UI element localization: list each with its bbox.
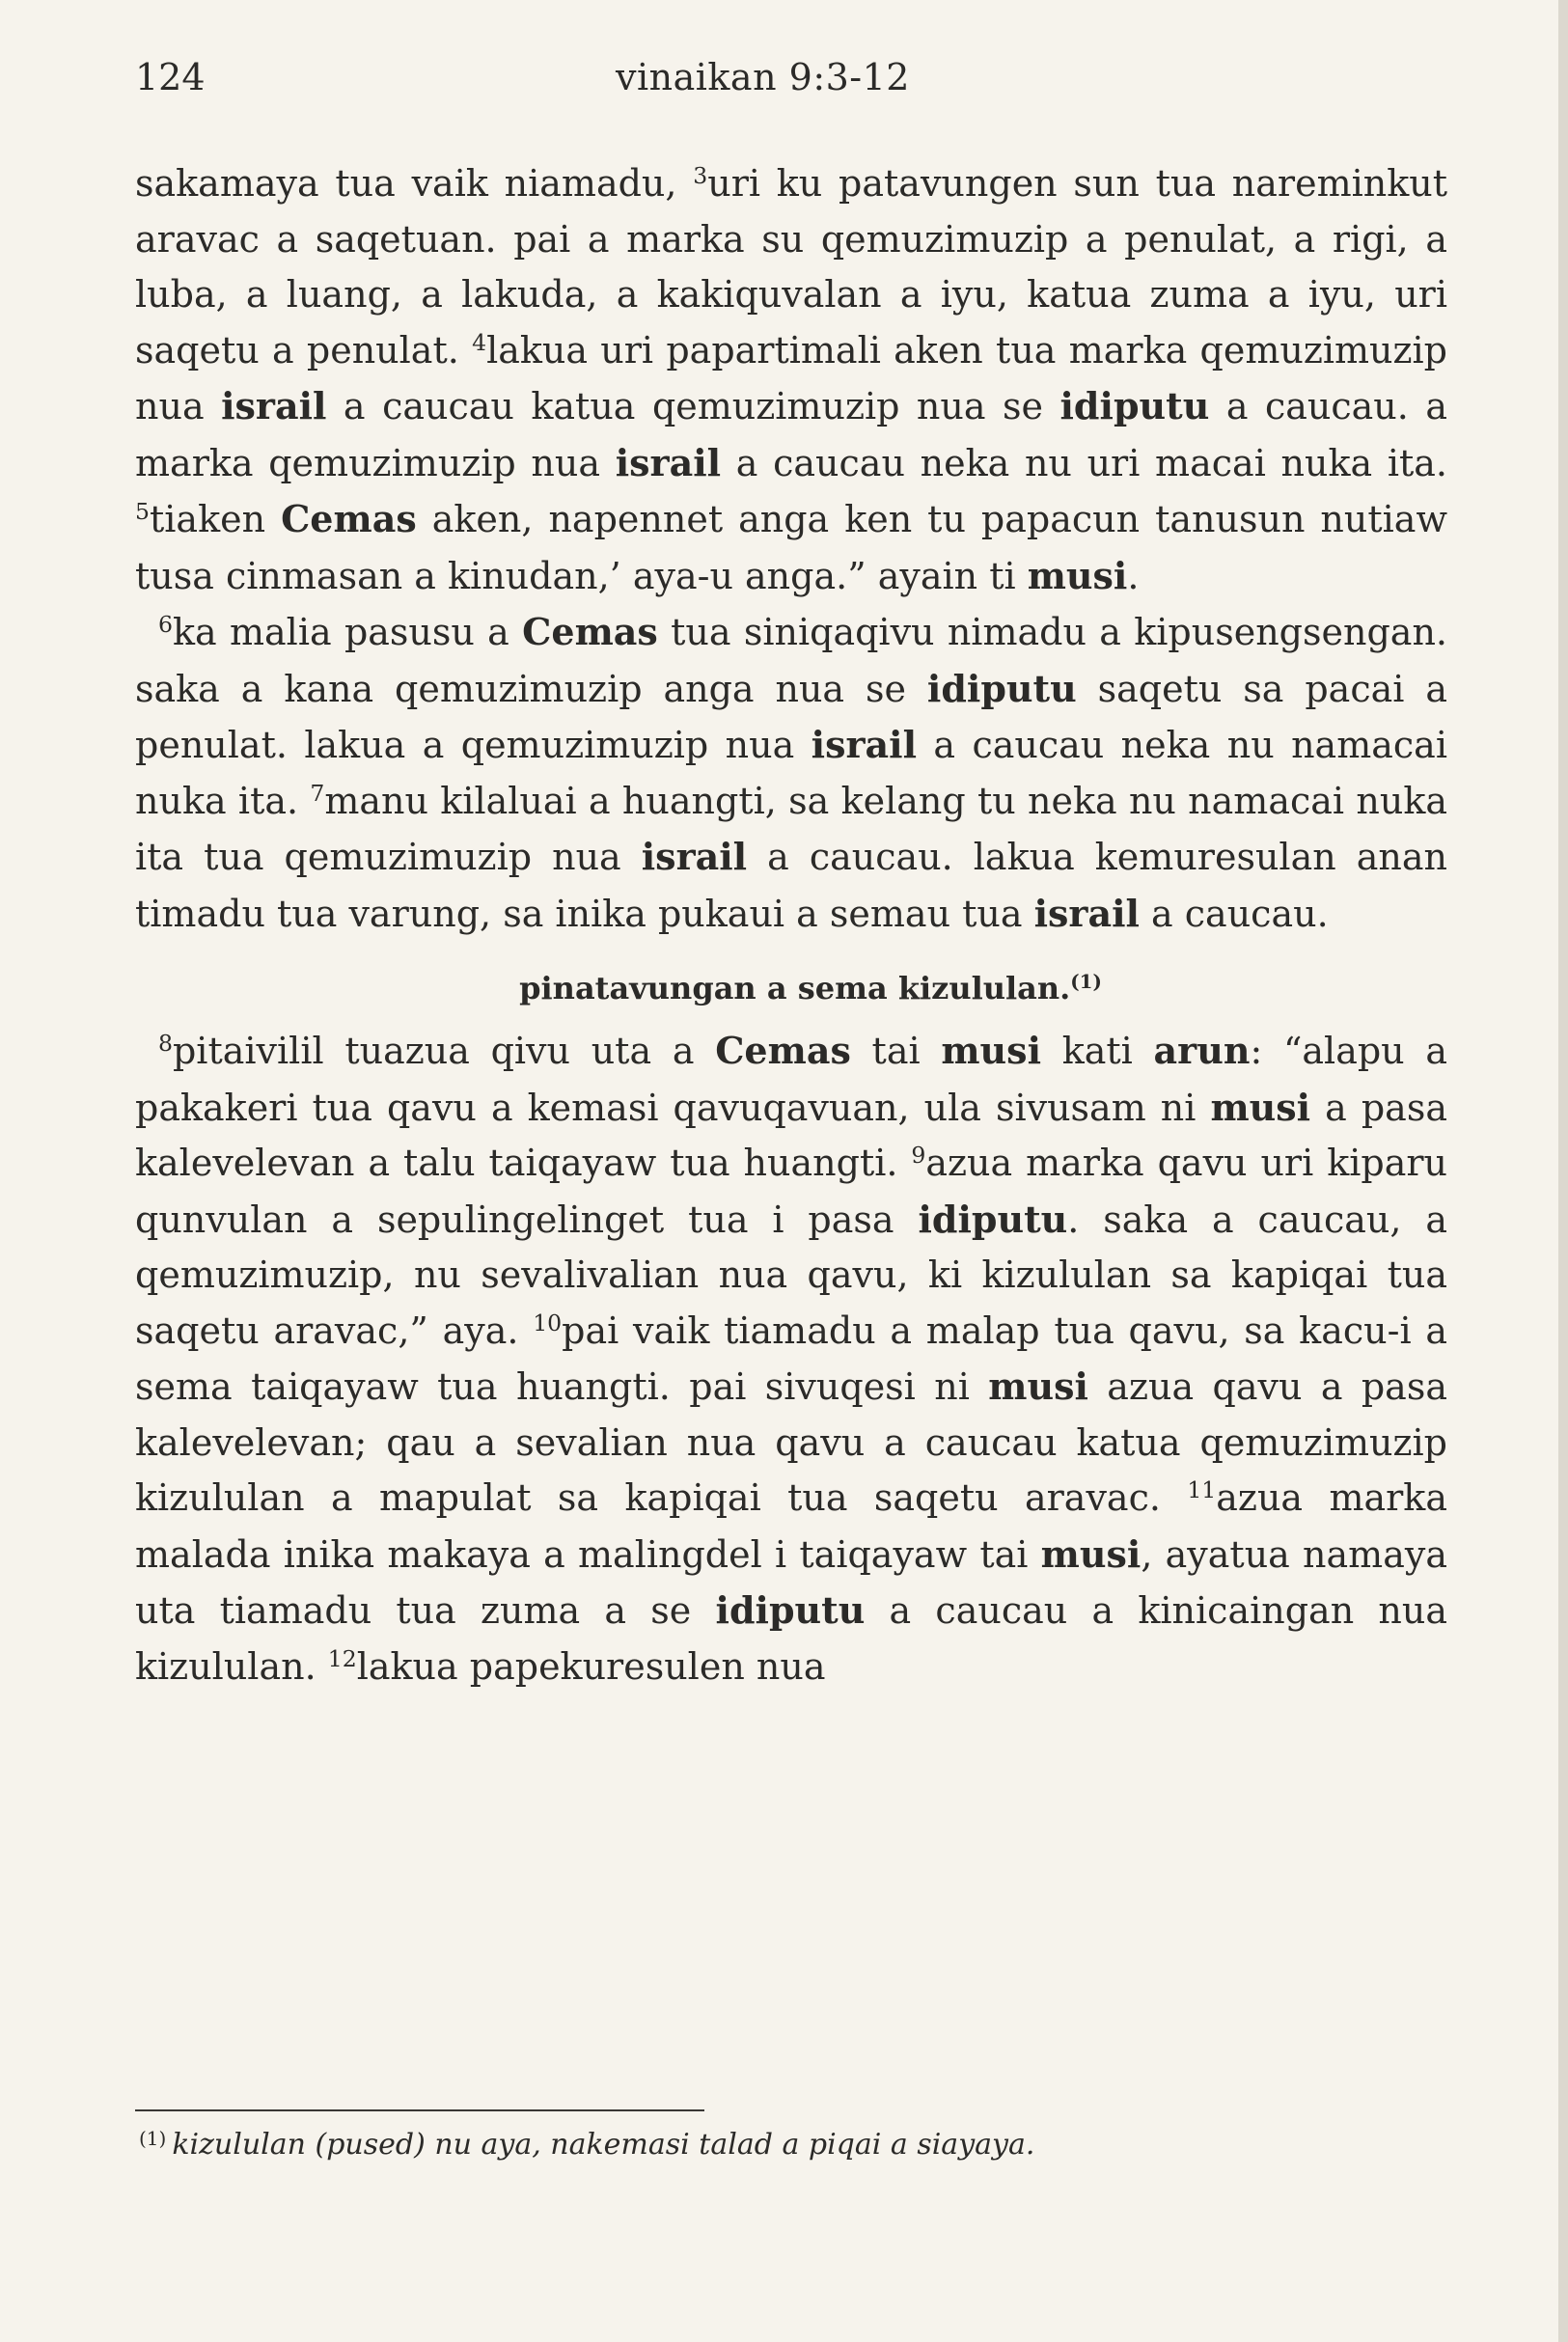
- bold-term: Cemas: [715, 1029, 851, 1072]
- verse-number: 12: [327, 1644, 357, 1672]
- text-run: a caucau neka nu uri macai nuka ita.: [721, 441, 1448, 484]
- text-run: tai: [850, 1030, 942, 1072]
- verse-number: 5: [135, 498, 150, 526]
- footnote-text: kizululan (pused) nu aya, nakemasi talad a piqai a siayaya.: [172, 2128, 1035, 2162]
- text-run: sakamaya tua vaik niamadu,: [135, 162, 694, 205]
- text-run: lakua uri papartimali aken tua marka qemuzimuzip nua: [135, 328, 1447, 427]
- text-run: kati: [1041, 1030, 1154, 1072]
- text-run: . saka a caucau, a qemuzimuzip, nu sevalivalian nua qavu, ki kizululan sa kapiqai tua saqetu aravac,” aya.: [135, 1198, 1448, 1352]
- page-header: [135, 56, 1447, 114]
- text-run: azua marka malada inika makaya a malingdel i taiqayaw tai: [135, 1476, 1447, 1576]
- section-heading: [135, 959, 1447, 1017]
- bold-term: Cemas: [281, 497, 417, 540]
- bold-term: idiputu: [918, 1197, 1068, 1241]
- section-heading-text: pinatavungan a sema kizululan.: [519, 970, 1071, 1006]
- bold-term: arun: [1153, 1029, 1251, 1072]
- footnote: [135, 2119, 1447, 2164]
- text-run: azua qavu a pasa kalevelevan; qau a sevalian nua qavu a caucau katua qemuzimuzip kizululan a mapulat sa kapiqai tua saqetu aravac.: [135, 1365, 1447, 1519]
- text-run: a pasa kalevelevan a talu taiqayaw tua huangti.: [135, 1086, 1447, 1184]
- verse-number: 6: [158, 611, 173, 639]
- paragraphs-after-heading: [135, 1023, 1447, 1695]
- bold-term: Cemas: [522, 610, 658, 653]
- text-run: : “alapu a pakakeri tua qavu a kemasi qavuqavuan, ula sivusam ni: [135, 1030, 1448, 1129]
- footnote-rule: [135, 2109, 704, 2111]
- footnote-reference[interactable]: (1): [1070, 970, 1102, 994]
- verse-number: 10: [533, 1309, 563, 1336]
- paragraph: [135, 604, 1447, 942]
- verse-number: 11: [1187, 1476, 1217, 1504]
- text-run: a caucau. a marka qemuzimuzip nua: [135, 385, 1447, 484]
- text-run: a caucau katua qemuzimuzip nua se: [326, 385, 1060, 427]
- text-run: tiaken: [149, 498, 282, 540]
- bold-term: musi: [1210, 1085, 1311, 1129]
- verse-number: 4: [472, 328, 487, 356]
- bold-term: musi: [1027, 553, 1128, 597]
- text-run: azua marka qavu uri kiparu qunvulan a sepulingelinget tua i pasa: [135, 1142, 1447, 1241]
- text-run: a caucau.: [1139, 892, 1329, 935]
- bold-term: musi: [988, 1364, 1088, 1408]
- bold-term: idiputu: [926, 666, 1077, 710]
- text-run: tua siniqaqivu nimadu a kipusengsengan. saka a kana qemuzimuzip anga nua se: [135, 611, 1447, 710]
- text-run: a caucau neka nu namacai nuka ita.: [135, 724, 1447, 822]
- verse-number: 8: [158, 1030, 173, 1058]
- text-run: manu kilaluai a huangti, sa kelang tu neka nu namacai nuka ita tua qemuzimuzip nua: [135, 779, 1448, 878]
- text-run: pitaivilil tuazua qivu uta a: [172, 1030, 716, 1072]
- paragraphs-before-heading: [135, 156, 1447, 942]
- paragraph: [135, 1023, 1447, 1695]
- verse-number: 7: [310, 779, 325, 807]
- bold-term: musi: [941, 1029, 1042, 1072]
- text-run: uri ku patavungen sun tua nareminkut aravac a saqetuan. pai a marka su qemuzimuzip a penulat, a rigi, a luba, a luang, a lakuda, a kakiquvalan a iyu, katua zuma a iyu, uri saqetu a penulat.: [135, 162, 1447, 372]
- text-run: pai vaik tiamadu a malap tua qavu, sa kacu-i a sema taiqayaw tua huangti. pai sivuqesi ni: [135, 1309, 1447, 1408]
- bold-term: musi: [1040, 1531, 1142, 1576]
- text-run: lakua papekuresulen nua: [356, 1644, 826, 1688]
- text-run: a caucau. lakua kemuresulan anan timadu tua varung, sa inika pukaui a semau tua: [135, 836, 1447, 935]
- body-text: [135, 156, 1447, 1695]
- footnote-area: [135, 2109, 1447, 2164]
- verse-number: 9: [911, 1142, 926, 1170]
- bold-term: israil: [641, 835, 748, 878]
- bold-term: israil: [615, 440, 722, 484]
- text-run: aken, napennet anga ken tu papacun tanusun nutiaw tusa cinmasan a kinudan,’ aya-u anga.” ayain ti: [135, 498, 1447, 597]
- bold-term: israil: [1033, 891, 1140, 935]
- bold-term: israil: [221, 384, 327, 427]
- running-head: vinaikan 9:3-12: [616, 56, 910, 98]
- text-run: .: [1127, 554, 1140, 597]
- page-edge: [1558, 0, 1568, 2342]
- text-run: , ayatua namaya uta tiamadu tua zuma a se: [135, 1532, 1447, 1632]
- bold-term: israil: [811, 723, 917, 766]
- bold-term: idiputu: [715, 1588, 866, 1632]
- verse-number: 3: [693, 162, 708, 190]
- page-number: 124: [135, 56, 206, 98]
- paragraph: [135, 156, 1447, 604]
- text-run: a caucau a kinicaingan nua kizululan.: [135, 1589, 1447, 1688]
- bold-term: idiputu: [1059, 384, 1210, 427]
- text-run: ka malia pasusu a: [172, 611, 523, 653]
- text-run: saqetu sa pacai a penulat. lakua a qemuzimuzip nua: [135, 667, 1447, 766]
- footnote-marker: (1): [139, 2127, 167, 2150]
